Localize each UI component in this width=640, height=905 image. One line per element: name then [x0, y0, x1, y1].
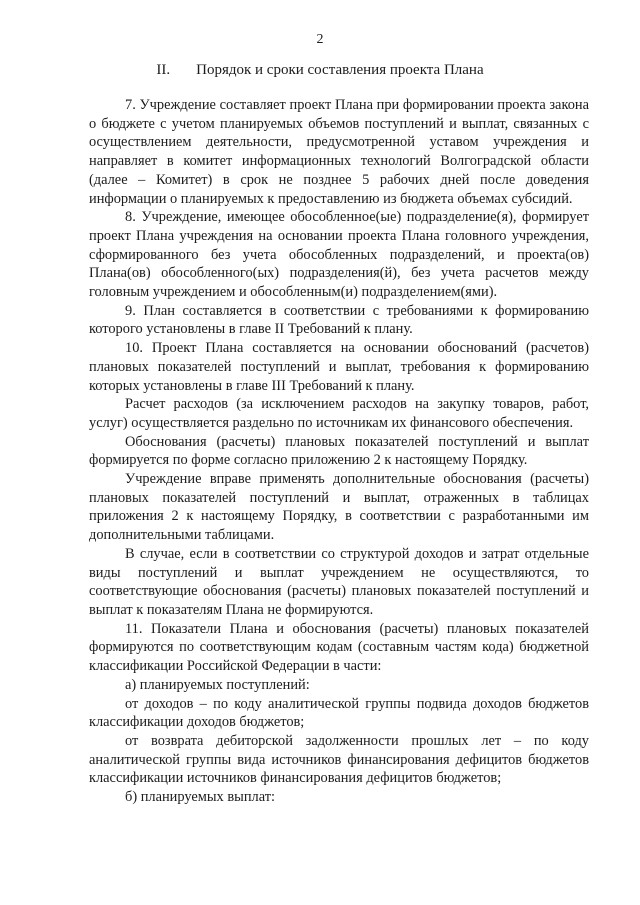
paragraph-10: 10. Проект Плана составляется на основании обоснований (расчетов) плановых показателей поступлений и выплат, требования к формированию которых установлены в главе III Требований к плану. — [89, 340, 589, 394]
section-title: Порядок и сроки составления проекта Плана — [196, 62, 484, 78]
list-item-receivables-return: от возврата дебиторской задолженности прошлых лет – по коду аналитической группы вида источников финансирования дефицитов бюджетов классификации источников финансирования дефицитов бюджетов; — [89, 732, 589, 787]
paragraph-8: 8. Учреждение, имеющее обособленное(ые) подразделение(я), формирует проект Плана учреждения на основании проекта Плана головного учреждения, сформированного без учета обособленных подразделений, и проекта(ов) Плана(ов) обособленного(ых) подразделения(й), без учета расчетов между головным учреждением и обособленным(и) подразделением(ями). — [89, 209, 589, 301]
paragraph-justification-form: Обоснования (расчеты) плановых показателей поступлений и выплат формируется по форме согласно приложению 2 к настоящему Порядку. — [89, 433, 589, 469]
paragraph-not-formed-case: В случае, если в соответствии со структурой доходов и затрат отдельные виды поступлений и выплат учреждением не осуществляются, то соответствующие обоснования (расчеты) плановых показателей поступлений и выплат к показателям Плана не формируются. — [89, 545, 589, 618]
list-item-b: б) планируемых выплат: — [125, 789, 275, 806]
list-item-a: а) планируемых поступлений: — [125, 676, 310, 693]
section-number: II. — [156, 62, 171, 78]
list-item-income: от доходов – по коду аналитической группы подвида доходов бюджетов классификации доходов бюджетов; — [89, 695, 589, 731]
page-number: 2 — [316, 32, 324, 47]
paragraph-11: 11. Показатели Плана и обоснования (расчеты) плановых показателей формируются по соответствующим кодам (составным частям кода) бюджетной классификации Российской Федерации в части: — [89, 620, 589, 675]
section-heading — [0, 62, 640, 79]
paragraph-expense-calculation: Расчет расходов (за исключением расходов на закупку товаров, работ, услуг) осуществляется раздельно по источникам их финансового обеспечения. — [89, 396, 589, 431]
document-body — [89, 96, 589, 807]
paragraph-7: 7. Учреждение составляет проект Плана при формировании проекта закона о бюджете с учетом планируемых объемов поступлений и выплат, связанных с осуществлением деятельности, предусмотренной уставом учреждения и направляет в комитет информационных технологий Волгоградской области (далее – Комитет) в срок не позднее 5 рабочих дней после доведения информации о планируемых к предоставлению из бюджета объемах субсидий. — [89, 97, 589, 207]
paragraph-9: 9. План составляется в соответствии с требованиями к формированию которого установлены в главе II Требований к плану. — [89, 302, 589, 338]
paragraph-additional-justifications: Учреждение вправе применять дополнительные обоснования (расчеты) плановых показателей поступлений и выплат, отраженных в таблицах приложения 2 к настоящему Порядку, в соответствии с разработанными им дополнительными таблицами. — [89, 471, 589, 544]
